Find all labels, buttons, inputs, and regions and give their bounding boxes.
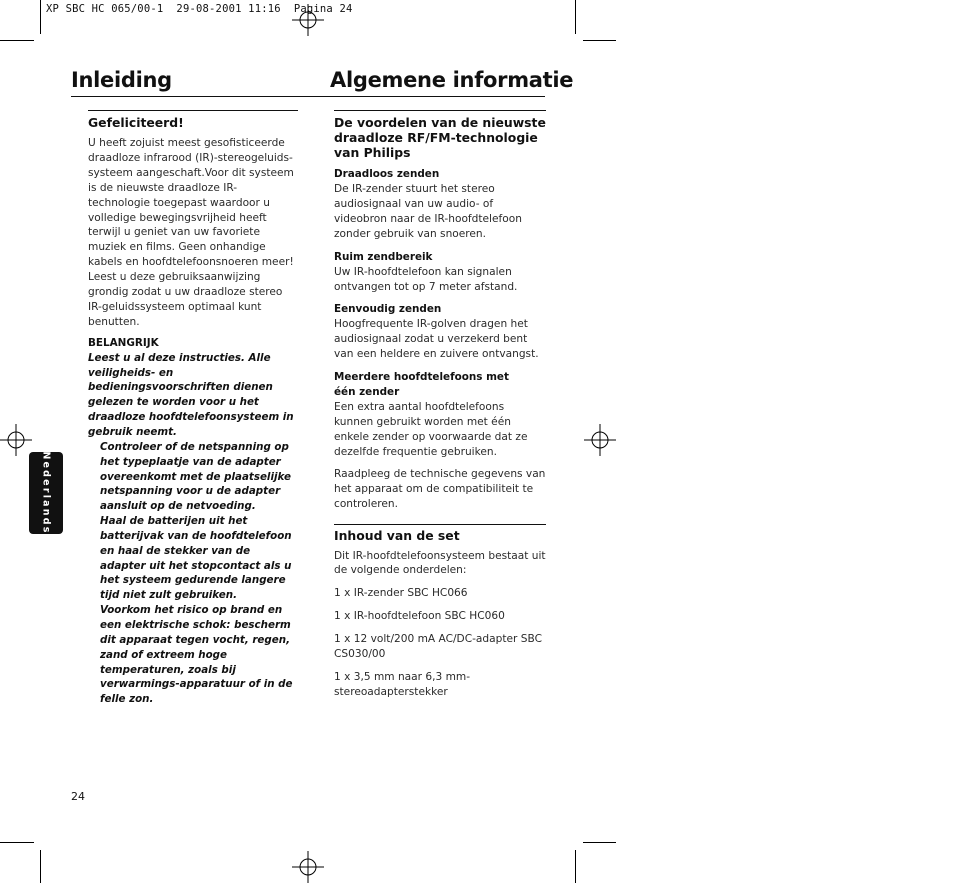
left-column bbox=[88, 110, 298, 707]
registration-mark-icon bbox=[0, 424, 32, 456]
warning-list bbox=[88, 351, 298, 707]
page-title-left: Inleiding bbox=[71, 68, 172, 92]
feature-text: Hoogfrequente IR-golven dragen het audiosignaal zodat u verzekerd bent van een heldere en zuivere ontvangst. bbox=[334, 318, 539, 361]
feature-text: De IR-zender stuurt het stereo audiosignaal van uw audio- of videobron naar de IR-hoofdtelefoon zonder gebruik van snoeren. bbox=[334, 183, 522, 240]
section-divider bbox=[334, 110, 546, 111]
feature-text: Uw IR-hoofdtelefoon kan signalen ontvangen tot op 7 meter afstand. bbox=[334, 265, 518, 293]
feature-title: Eenvoudig zenden bbox=[334, 303, 442, 316]
crop-mark bbox=[40, 850, 41, 883]
feature-text: Een extra aantal hoofdtelefoons kunnen gebruikt worden met één enkele zender op voorwaarde dat ze dezelfde frequentie gebruiken. bbox=[334, 401, 528, 458]
feature-item bbox=[334, 167, 546, 242]
crop-mark bbox=[0, 842, 34, 843]
section-heading: De voordelen van de nieuwste draadloze RF/FM-technologie van Philips bbox=[334, 115, 546, 160]
page-number: 24 bbox=[71, 790, 85, 803]
intro-paragraph: U heeft zojuist meest gesofisticeerde draadloze infrarood (IR)-stereogeluids-systeem aangeschaft.Voor dit systeem is de nieuwste draadloze IR-technologie toegepast waardoor u volledige bewegingsvrijheid heeft terwijl u geniet van uw favoriete muziek en films. Geen onhandige kabels en hoofdtelefoonsnoeren meer! Leest u deze gebruiksaanwijzing grondig zodat u uw draadloze stereo IR-geluidssysteem optimaal kunt benutten. bbox=[88, 137, 294, 328]
section-heading: Gefeliciteerd! bbox=[88, 115, 184, 130]
crop-mark bbox=[0, 40, 34, 41]
feature-title: Meerdere hoofdtelefoons met één zender bbox=[334, 371, 509, 399]
crop-mark bbox=[575, 0, 576, 34]
important-label: BELANGRIJK bbox=[88, 336, 159, 349]
section-divider bbox=[88, 110, 298, 111]
crop-mark bbox=[583, 842, 616, 843]
feature-item bbox=[334, 302, 546, 362]
registration-mark-icon bbox=[292, 4, 324, 36]
page-title-right: Algemene informatie bbox=[330, 68, 574, 92]
set-item: 1 x 3,5 mm naar 6,3 mm-stereoadapterstekker bbox=[334, 670, 471, 698]
set-item: 1 x IR-zender SBC HC066 bbox=[334, 587, 468, 600]
feature-item bbox=[334, 370, 546, 460]
crop-mark bbox=[40, 0, 41, 34]
right-column bbox=[334, 110, 546, 700]
section-heading: Inhoud van de set bbox=[334, 527, 460, 543]
feature-item bbox=[334, 250, 546, 295]
set-item: 1 x IR-hoofdtelefoon SBC HC060 bbox=[334, 610, 505, 623]
registration-mark-icon bbox=[292, 851, 324, 883]
feature-title: Ruim zendbereik bbox=[334, 250, 433, 263]
print-slug: XP SBC HC 065/00-1 29-08-2001 11:16 Pagina 24 bbox=[46, 3, 353, 15]
registration-mark-icon bbox=[584, 424, 616, 456]
title-divider bbox=[71, 96, 545, 97]
crop-mark bbox=[575, 850, 576, 883]
section-divider bbox=[334, 524, 546, 525]
warning-item: Controleer of de netspanning op het typeplaatje van de adapter overeenkomt met de plaatselijke netspanning voor u de adapter aansluit op de netvoeding. bbox=[100, 440, 291, 513]
language-tab-label: Nederlands bbox=[40, 451, 52, 535]
warning-item: Haal de batterijen uit het batterijvak van de hoofdtelefoon en haal de stekker van de adapter uit het stopcontact als u het systeem gedurende langere tijd niet zult gebruiken. bbox=[100, 515, 292, 602]
warning-item: Leest u al deze instructies. Alle veiligheids- en bedieningsvoorschriften dienen gelezen te worden voor u het draadloze hoofdtelefoonsysteem in gebruik neemt. bbox=[88, 351, 294, 438]
warning-item: Voorkom het risico op brand en een elektrische schok: bescherm dit apparaat tegen vocht, regen, zand of extreem hoge temperaturen, zoals bij verwarmings-apparatuur of in de felle zon. bbox=[100, 604, 293, 706]
note-paragraph: Raadpleeg de technische gegevens van het apparaat om de compatibiliteit te controleren. bbox=[334, 467, 546, 510]
crop-mark bbox=[583, 40, 616, 41]
feature-title: Draadloos zenden bbox=[334, 168, 440, 180]
set-item: 1 x 12 volt/200 mA AC/DC-adapter SBC CS030/00 bbox=[334, 633, 542, 661]
set-intro: Dit IR-hoofdtelefoonsysteem bestaat uit de volgende onderdelen: bbox=[334, 549, 546, 577]
language-tab bbox=[29, 452, 63, 534]
